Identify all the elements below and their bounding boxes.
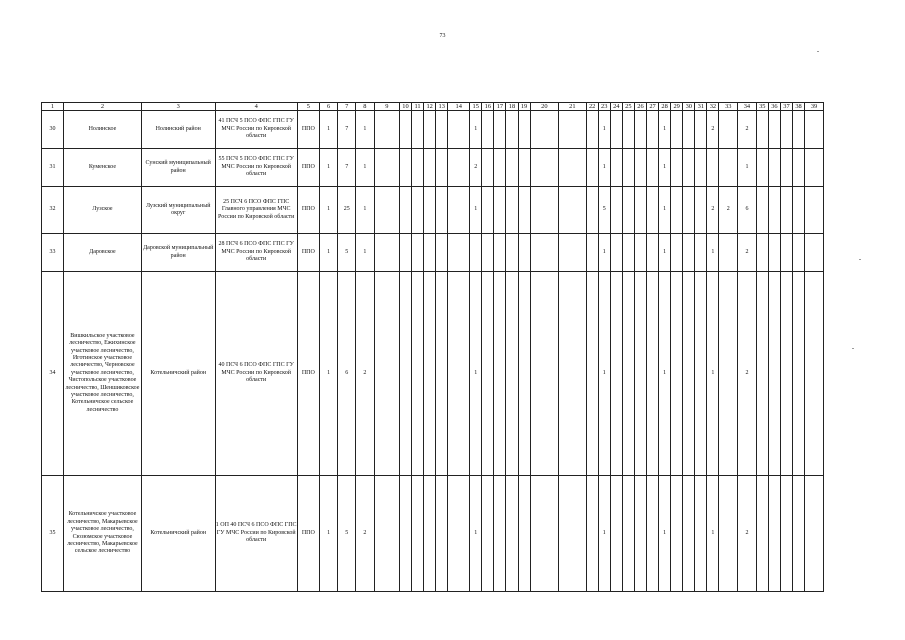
value-cell: 1 xyxy=(319,149,338,187)
value-cell: 1 xyxy=(319,111,338,149)
value-cell xyxy=(683,111,695,149)
table-row xyxy=(42,234,824,272)
value-cell xyxy=(756,149,768,187)
value-cell xyxy=(530,272,559,476)
column-number: 23 xyxy=(598,103,610,111)
value-cell xyxy=(780,149,792,187)
value-cell xyxy=(374,272,399,476)
value-cell xyxy=(436,272,448,476)
column-number: 38 xyxy=(793,103,805,111)
value-cell xyxy=(671,149,683,187)
fire-unit: 41 ПСЧ 5 ПСО ФПС ГПС ГУ МЧС России по Кировской области xyxy=(215,111,297,149)
value-cell: 1 xyxy=(319,476,338,592)
column-number: 28 xyxy=(659,103,671,111)
value-cell xyxy=(805,476,824,592)
value-cell xyxy=(610,111,622,149)
value-cell xyxy=(448,476,470,592)
value-cell xyxy=(768,187,780,234)
value-cell: 7 xyxy=(338,111,356,149)
column-number: 9 xyxy=(374,103,399,111)
value-cell xyxy=(530,187,559,234)
value-cell xyxy=(646,234,658,272)
value-cell: 1 xyxy=(659,272,671,476)
value-cell xyxy=(671,476,683,592)
value-cell xyxy=(695,272,707,476)
row-number: 30 xyxy=(42,111,64,149)
value-cell xyxy=(793,476,805,592)
value-cell xyxy=(506,234,518,272)
value-cell: 1 xyxy=(738,149,757,187)
value-cell xyxy=(506,149,518,187)
column-number: 39 xyxy=(805,103,824,111)
value-cell xyxy=(559,187,586,234)
value-cell xyxy=(586,187,598,234)
value-cell xyxy=(805,234,824,272)
value-cell xyxy=(707,149,719,187)
unit-type: ППО xyxy=(297,272,319,476)
column-number: 2 xyxy=(63,103,141,111)
value-cell xyxy=(756,272,768,476)
value-cell: 25 xyxy=(338,187,356,234)
value-cell xyxy=(424,187,436,234)
value-cell xyxy=(610,476,622,592)
value-cell: 2 xyxy=(719,187,738,234)
value-cell xyxy=(586,272,598,476)
value-cell xyxy=(482,476,494,592)
value-cell xyxy=(768,234,780,272)
value-cell xyxy=(494,149,506,187)
value-cell xyxy=(399,187,411,234)
value-cell xyxy=(374,111,399,149)
column-number: 33 xyxy=(719,103,738,111)
column-number: 34 xyxy=(738,103,757,111)
value-cell: 2 xyxy=(738,111,757,149)
column-number: 8 xyxy=(356,103,375,111)
value-cell xyxy=(683,149,695,187)
value-cell xyxy=(494,476,506,592)
value-cell: 1 xyxy=(707,476,719,592)
value-cell xyxy=(768,272,780,476)
value-cell xyxy=(494,272,506,476)
object-name: Куменское xyxy=(63,149,141,187)
value-cell xyxy=(646,111,658,149)
value-cell xyxy=(793,149,805,187)
column-number: 3 xyxy=(141,103,215,111)
table-row xyxy=(42,272,824,476)
value-cell xyxy=(634,111,646,149)
value-cell: 1 xyxy=(470,111,482,149)
value-cell xyxy=(634,149,646,187)
value-cell xyxy=(399,272,411,476)
value-cell xyxy=(719,234,738,272)
value-cell xyxy=(530,476,559,592)
table-row xyxy=(42,476,824,592)
column-number: 16 xyxy=(482,103,494,111)
value-cell xyxy=(695,187,707,234)
value-cell xyxy=(586,149,598,187)
value-cell xyxy=(634,234,646,272)
value-cell xyxy=(622,149,634,187)
value-cell xyxy=(756,476,768,592)
value-cell xyxy=(506,187,518,234)
value-cell: 1 xyxy=(598,149,610,187)
value-cell xyxy=(695,149,707,187)
value-cell: 1 xyxy=(598,272,610,476)
value-cell xyxy=(610,149,622,187)
value-cell xyxy=(646,476,658,592)
value-cell xyxy=(793,187,805,234)
value-cell xyxy=(482,234,494,272)
value-cell xyxy=(780,187,792,234)
value-cell xyxy=(424,149,436,187)
value-cell xyxy=(622,111,634,149)
header-row xyxy=(42,103,824,111)
fire-unit: 1 ОП 40 ПСЧ 6 ПСО ФПС ГПС ГУ МЧС России по Кировской области xyxy=(215,476,297,592)
column-number: 7 xyxy=(338,103,356,111)
column-number: 24 xyxy=(610,103,622,111)
value-cell xyxy=(780,476,792,592)
value-cell xyxy=(506,476,518,592)
value-cell xyxy=(671,187,683,234)
district-name: Нолинский район xyxy=(141,111,215,149)
value-cell xyxy=(482,187,494,234)
column-number: 30 xyxy=(683,103,695,111)
value-cell xyxy=(646,272,658,476)
district-name: Даровской муниципальный район xyxy=(141,234,215,272)
value-cell: 1 xyxy=(470,187,482,234)
value-cell xyxy=(622,476,634,592)
value-cell xyxy=(683,234,695,272)
value-cell: 1 xyxy=(659,187,671,234)
value-cell xyxy=(530,111,559,149)
value-cell xyxy=(671,234,683,272)
value-cell xyxy=(412,476,424,592)
object-name: Котельничское участковое лесничество, Макарьевское участковое лесничество, Сюзюмское участковое лесничество, Макарьевское сельское лесничество xyxy=(63,476,141,592)
column-number: 18 xyxy=(506,103,518,111)
column-number: 31 xyxy=(695,103,707,111)
row-number: 35 xyxy=(42,476,64,592)
value-cell: 1 xyxy=(659,149,671,187)
page-number: 73 xyxy=(439,33,446,39)
value-cell xyxy=(448,111,470,149)
value-cell xyxy=(622,272,634,476)
value-cell xyxy=(482,272,494,476)
value-cell xyxy=(610,187,622,234)
value-cell xyxy=(756,111,768,149)
value-cell: 1 xyxy=(659,111,671,149)
district-name: Сунский муниципальный район xyxy=(141,149,215,187)
value-cell xyxy=(412,149,424,187)
value-cell xyxy=(482,149,494,187)
value-cell xyxy=(412,272,424,476)
value-cell xyxy=(424,476,436,592)
value-cell xyxy=(399,149,411,187)
value-cell xyxy=(671,111,683,149)
value-cell xyxy=(768,476,780,592)
value-cell: 1 xyxy=(356,111,375,149)
column-number: 25 xyxy=(622,103,634,111)
table-row xyxy=(42,111,824,149)
value-cell: 1 xyxy=(356,149,375,187)
column-number: 32 xyxy=(707,103,719,111)
value-cell xyxy=(719,111,738,149)
column-number: 36 xyxy=(768,103,780,111)
district-name: Лузский муниципальный округ xyxy=(141,187,215,234)
value-cell xyxy=(494,234,506,272)
value-cell xyxy=(622,187,634,234)
column-number: 13 xyxy=(436,103,448,111)
column-number: 6 xyxy=(319,103,338,111)
value-cell xyxy=(374,149,399,187)
value-cell xyxy=(412,234,424,272)
value-cell: 1 xyxy=(707,234,719,272)
value-cell xyxy=(436,476,448,592)
value-cell xyxy=(518,111,530,149)
column-number: 35 xyxy=(756,103,768,111)
value-cell xyxy=(768,149,780,187)
value-cell xyxy=(374,187,399,234)
column-number: 1 xyxy=(42,103,64,111)
value-cell xyxy=(634,476,646,592)
value-cell xyxy=(470,234,482,272)
fire-unit: 55 ПСЧ 5 ПСО ФПС ГПС ГУ МЧС России по Кировской области xyxy=(215,149,297,187)
value-cell xyxy=(494,111,506,149)
column-number: 21 xyxy=(559,103,586,111)
value-cell xyxy=(610,234,622,272)
value-cell xyxy=(518,272,530,476)
column-number: 29 xyxy=(671,103,683,111)
value-cell xyxy=(793,272,805,476)
value-cell xyxy=(805,187,824,234)
value-cell: 6 xyxy=(738,187,757,234)
scan-speck xyxy=(852,348,854,349)
fire-unit: 25 ПСЧ 6 ПСО ФПС ГПС Главного управления МЧС России по Кировской области xyxy=(215,187,297,234)
value-cell: 2 xyxy=(356,476,375,592)
value-cell xyxy=(695,234,707,272)
column-number: 19 xyxy=(518,103,530,111)
object-name: Даровское xyxy=(63,234,141,272)
value-cell xyxy=(518,149,530,187)
value-cell: 1 xyxy=(470,272,482,476)
value-cell: 5 xyxy=(338,476,356,592)
value-cell xyxy=(436,111,448,149)
district-name: Котельничский район xyxy=(141,476,215,592)
value-cell xyxy=(793,111,805,149)
value-cell xyxy=(448,234,470,272)
value-cell xyxy=(610,272,622,476)
value-cell xyxy=(646,187,658,234)
forest-fire-table xyxy=(41,102,824,592)
row-number: 34 xyxy=(42,272,64,476)
value-cell: 1 xyxy=(319,234,338,272)
value-cell xyxy=(634,187,646,234)
value-cell xyxy=(482,111,494,149)
object-name: Лузское xyxy=(63,187,141,234)
value-cell xyxy=(695,111,707,149)
object-name: Вишкильское участковое лесничество, Ежихинское участковое лесничество, Иготинское участковое лесничество, Черновское участковое лесничество, Чистопольское участковое лесничество, Шеншиковское участковое лесничество, Котельничское сельское лесничество xyxy=(63,272,141,476)
value-cell xyxy=(424,272,436,476)
unit-type: ППО xyxy=(297,111,319,149)
value-cell xyxy=(719,476,738,592)
value-cell xyxy=(399,234,411,272)
value-cell: 1 xyxy=(598,234,610,272)
value-cell xyxy=(586,476,598,592)
value-cell: 1 xyxy=(598,476,610,592)
value-cell xyxy=(494,187,506,234)
value-cell xyxy=(634,272,646,476)
value-cell xyxy=(695,476,707,592)
value-cell: 1 xyxy=(470,476,482,592)
value-cell xyxy=(793,234,805,272)
value-cell xyxy=(683,476,695,592)
value-cell xyxy=(780,234,792,272)
value-cell xyxy=(399,476,411,592)
value-cell xyxy=(671,272,683,476)
value-cell xyxy=(518,187,530,234)
row-number: 32 xyxy=(42,187,64,234)
column-number: 27 xyxy=(646,103,658,111)
value-cell xyxy=(719,272,738,476)
value-cell xyxy=(448,149,470,187)
value-cell: 1 xyxy=(659,476,671,592)
value-cell xyxy=(780,272,792,476)
district-name: Котельничский район xyxy=(141,272,215,476)
value-cell: 1 xyxy=(707,272,719,476)
fire-unit: 40 ПСЧ 6 ПСО ФПС ГПС ГУ МЧС России по Кировской области xyxy=(215,272,297,476)
value-cell xyxy=(586,111,598,149)
value-cell xyxy=(436,234,448,272)
value-cell: 1 xyxy=(356,234,375,272)
value-cell xyxy=(646,149,658,187)
value-cell xyxy=(756,234,768,272)
value-cell xyxy=(530,234,559,272)
value-cell xyxy=(506,272,518,476)
value-cell: 1 xyxy=(659,234,671,272)
value-cell: 1 xyxy=(319,187,338,234)
column-number: 17 xyxy=(494,103,506,111)
column-number: 15 xyxy=(470,103,482,111)
value-cell xyxy=(559,149,586,187)
value-cell xyxy=(756,187,768,234)
column-number: 20 xyxy=(530,103,559,111)
value-cell xyxy=(768,111,780,149)
column-number: 10 xyxy=(399,103,411,111)
column-number: 37 xyxy=(780,103,792,111)
unit-type: ППО xyxy=(297,476,319,592)
value-cell xyxy=(399,111,411,149)
value-cell xyxy=(719,149,738,187)
table-row xyxy=(42,149,824,187)
value-cell xyxy=(448,272,470,476)
value-cell: 2 xyxy=(707,111,719,149)
column-number: 22 xyxy=(586,103,598,111)
value-cell xyxy=(412,187,424,234)
value-cell xyxy=(683,272,695,476)
value-cell xyxy=(436,149,448,187)
unit-type: ППО xyxy=(297,187,319,234)
value-cell xyxy=(506,111,518,149)
value-cell xyxy=(805,111,824,149)
value-cell: 1 xyxy=(598,111,610,149)
column-number: 11 xyxy=(412,103,424,111)
value-cell: 2 xyxy=(738,272,757,476)
value-cell: 7 xyxy=(338,149,356,187)
value-cell: 2 xyxy=(738,234,757,272)
column-number: 12 xyxy=(424,103,436,111)
table-row xyxy=(42,187,824,234)
value-cell xyxy=(559,234,586,272)
value-cell: 6 xyxy=(338,272,356,476)
value-cell xyxy=(586,234,598,272)
column-number: 5 xyxy=(297,103,319,111)
value-cell xyxy=(424,234,436,272)
value-cell: 1 xyxy=(319,272,338,476)
value-cell: 2 xyxy=(470,149,482,187)
value-cell: 2 xyxy=(707,187,719,234)
unit-type: ППО xyxy=(297,149,319,187)
value-cell: 5 xyxy=(338,234,356,272)
scan-speck xyxy=(859,259,861,260)
value-cell xyxy=(559,476,586,592)
row-number: 31 xyxy=(42,149,64,187)
object-name: Нолинское xyxy=(63,111,141,149)
value-cell xyxy=(412,111,424,149)
value-cell xyxy=(805,149,824,187)
value-cell xyxy=(559,111,586,149)
value-cell xyxy=(805,272,824,476)
column-number: 14 xyxy=(448,103,470,111)
value-cell xyxy=(622,234,634,272)
value-cell xyxy=(518,234,530,272)
value-cell xyxy=(780,111,792,149)
value-cell: 1 xyxy=(356,187,375,234)
value-cell: 5 xyxy=(598,187,610,234)
value-cell: 2 xyxy=(356,272,375,476)
row-number: 33 xyxy=(42,234,64,272)
scan-speck xyxy=(817,51,819,52)
value-cell xyxy=(559,272,586,476)
unit-type: ППО xyxy=(297,234,319,272)
value-cell xyxy=(448,187,470,234)
value-cell xyxy=(518,476,530,592)
value-cell: 2 xyxy=(738,476,757,592)
value-cell xyxy=(436,187,448,234)
column-number: 4 xyxy=(215,103,297,111)
value-cell xyxy=(530,149,559,187)
column-number: 26 xyxy=(634,103,646,111)
value-cell xyxy=(374,234,399,272)
fire-unit: 28 ПСЧ 6 ПСО ФПС ГПС ГУ МЧС России по Кировской области xyxy=(215,234,297,272)
value-cell xyxy=(374,476,399,592)
value-cell xyxy=(683,187,695,234)
value-cell xyxy=(424,111,436,149)
